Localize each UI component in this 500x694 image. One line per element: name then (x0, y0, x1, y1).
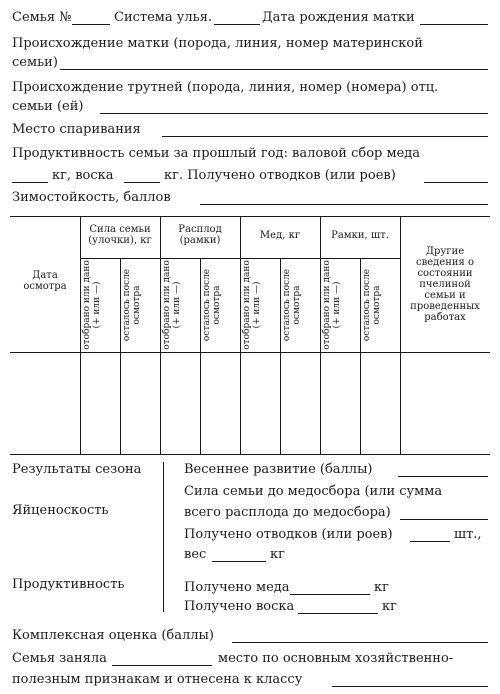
strength-left-header: осталось после осмотра (122, 268, 142, 342)
splits-weight-label: вес (184, 547, 207, 562)
wax-label: кг, воска (52, 168, 114, 183)
mating-place-label: Место спаривания (12, 122, 141, 137)
family-number-label: Семья № (12, 10, 72, 25)
strength-before-flow-label-2: всего расплода до медосбора) (184, 505, 391, 520)
season-divider (163, 462, 164, 612)
drones-origin-label: Происхождение трутней (порода, линия, номер (номера) отц. (12, 80, 439, 95)
queen-origin-field[interactable] (60, 69, 488, 70)
class-field[interactable] (332, 686, 488, 687)
winter-hardiness-label: Зимостойкость, баллов (12, 190, 171, 205)
splits-weight-unit: кг (270, 547, 285, 562)
drones-origin-field[interactable] (100, 113, 488, 114)
hive-system-label: Система улья. (114, 10, 213, 25)
spring-development-field[interactable] (398, 476, 488, 477)
splits-weight-field[interactable] (212, 561, 266, 562)
honey-received-label: Получено меда (184, 580, 290, 595)
queen-origin-label: Происхождение матки (порода, линия, номер материнской (12, 36, 423, 51)
complex-rating-label: Комплексная оценка (баллы) (12, 628, 214, 643)
splits-label: Получено отводков (или роев) (184, 527, 393, 542)
honey-taken-header: отобрано или дано (+ или —) (242, 260, 262, 350)
wax-received-unit: кг (382, 599, 397, 614)
family-number-field[interactable] (72, 24, 110, 25)
honey-received-field[interactable] (290, 594, 370, 595)
wax-yield-field[interactable] (124, 182, 160, 183)
drones-origin-label-2: семьи (ей) (12, 99, 84, 114)
splits-unit: шт., (454, 527, 482, 542)
brood-taken-header: отобрано или дано (+ или —) (162, 260, 182, 350)
ranked-place-field[interactable] (112, 665, 212, 666)
wax-received-field[interactable] (298, 613, 378, 614)
honey-received-unit: кг (374, 580, 389, 595)
strength-group-header: Сила семьи (улочки), кг (88, 224, 152, 246)
splits-count-field[interactable] (410, 541, 450, 542)
frames-group-header: Рамки, шт. (331, 230, 389, 241)
queen-birth-field[interactable] (420, 24, 488, 25)
season-results-label: Результаты сезона (12, 462, 142, 477)
brood-group-header: Расплод (рамки) (178, 224, 222, 246)
spring-development-label: Весеннее развитие (баллы) (184, 462, 373, 477)
frames-taken-header: отобрано или дано (+ или —) (322, 260, 342, 350)
frames-left-header: осталось после осмотра (362, 268, 382, 342)
other-info-header: Другие сведения о состоянии пчелиной семьи и проведенных работах (410, 246, 480, 323)
queen-birth-label: Дата рождения матки (262, 10, 415, 25)
queen-origin-label-2: семьи) (12, 55, 58, 70)
productivity-label: Продуктивность семьи за прошлый год: валовой сбор меда (12, 146, 421, 161)
honey-group-header: Мед, кг (259, 230, 301, 241)
strength-before-flow-field[interactable] (400, 519, 488, 520)
productivity-section-label: Продуктивность (12, 577, 125, 592)
complex-rating-field[interactable] (232, 642, 488, 643)
splits-last-year-label: кг. Получено отводков (или роев) (164, 168, 396, 183)
winter-hardiness-field[interactable] (200, 204, 488, 205)
strength-before-flow-label: Сила семьи до медосбора (или сумма (184, 484, 443, 499)
egg-laying-label: Яйценоскость (12, 503, 109, 518)
wax-received-label: Получено воска (184, 599, 295, 614)
strength-taken-header: отобрано или дано (+ или —) (82, 260, 102, 350)
brood-left-header: осталось после осмотра (202, 268, 222, 342)
splits-last-year-field[interactable] (424, 182, 488, 183)
hive-system-field[interactable] (214, 24, 260, 25)
mating-place-field[interactable] (162, 136, 488, 137)
class-label: полезным признакам и отнесена к классу (12, 672, 303, 687)
honey-left-header: осталось после осмотра (282, 268, 302, 342)
honey-yield-field[interactable] (12, 182, 48, 183)
ranked-place-label-2: место по основным хозяйственно- (218, 651, 454, 666)
ranked-place-label: Семья заняла (12, 651, 107, 666)
date-header: Дата осмотра (23, 270, 67, 292)
